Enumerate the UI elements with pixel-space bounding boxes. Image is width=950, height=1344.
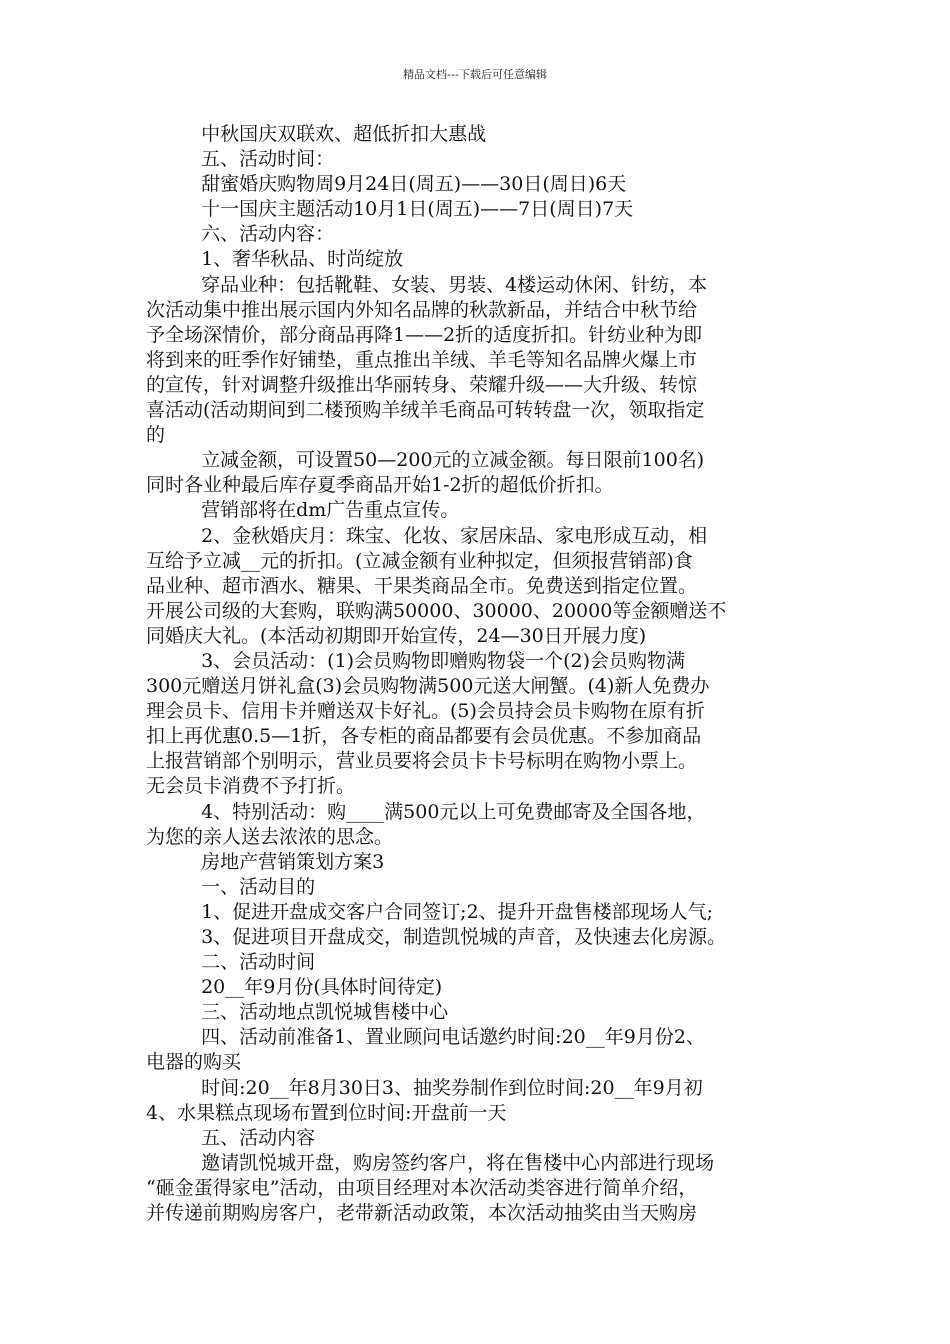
text-line: 4、水果糕点现场布置到位时间:开盘前一天 bbox=[146, 1101, 507, 1124]
text-line: 时间:20__年8月30日3、抽奖券制作到位时间:20__年9月初 bbox=[201, 1076, 703, 1099]
text-line: 立减金额，可设置50—200元的立减金额。每日限前100名) bbox=[201, 449, 705, 472]
text-line: 二、活动时间 bbox=[201, 951, 316, 974]
text-line: 营销部将在dm广告重点宣传。 bbox=[201, 499, 460, 522]
text-line: 将到来的旺季作好铺垫，重点推出羊绒、羊毛等知名品牌火爆上市 bbox=[146, 348, 698, 371]
text-line: 3、会员活动：(1)会员购物即赠购物袋一个(2)会员购物满 bbox=[201, 649, 686, 672]
text-line: 五、活动内容 bbox=[201, 1126, 316, 1149]
text-line: 六、活动内容： bbox=[201, 223, 335, 246]
text-line: 同时各业种最后库存夏季商品开始1-2折的超低价折扣。 bbox=[146, 474, 614, 497]
text-line: 1、奢华秋品、时尚绽放 bbox=[201, 248, 404, 271]
document-body bbox=[146, 122, 810, 1226]
text-line: 中秋国庆双联欢、超低折扣大惠战 bbox=[201, 123, 487, 145]
text-line: 予全场深情价，部分商品再降1——2折的适度折扣。针纺业种为即 bbox=[146, 323, 703, 346]
text-line: 无会员卡消费不予打折。 bbox=[146, 775, 356, 798]
text-line: 三、活动地点凯悦城售楼中心 bbox=[201, 1001, 449, 1024]
text-line: 为您的亲人送去浓浓的思念。 bbox=[146, 825, 394, 848]
text-line: 四、活动前准备1、置业顾问电话邀约时间:20__年9月份2、 bbox=[201, 1026, 705, 1049]
text-line: 并传递前期购房客户，老带新活动政策，本次活动抽奖由当天购房 bbox=[146, 1202, 698, 1225]
text-line: 20__年9月份(具体时间待定) bbox=[201, 976, 443, 999]
text-line: 理会员卡、信用卡并赠送双卡好礼。(5)会员持会员卡购物在原有折 bbox=[146, 700, 705, 723]
text-line: 一、活动目的 bbox=[201, 875, 316, 898]
page-header: 精品文档---下载后可任意编辑 bbox=[403, 68, 547, 81]
text-line: 开展公司级的大套购，联购满50000、30000、20000等金额赠送不 bbox=[146, 599, 727, 622]
text-line: 十一国庆主题活动10月1日(周五)——7日(周日)7天 bbox=[201, 198, 634, 221]
text-line: 2、金秋婚庆月：珠宝、化妆、家居床品、家电形成互动，相 bbox=[201, 524, 708, 547]
text-line: 穿品业种：包括靴鞋、女装、男装、4楼运动休闲、针纺，本 bbox=[201, 273, 708, 296]
text-line: 300元赠送月饼礼盒(3)会员购物满500元送大闸蟹。(4)新人免费办 bbox=[146, 675, 710, 698]
text-line: 扣上再优惠0.5—1折，各专柜的商品都要有会员优惠。不参加商品 bbox=[146, 725, 702, 748]
text-line: 房地产营销策划方案3 bbox=[201, 850, 385, 873]
text-line: 同婚庆大礼。(本活动初期即开始宣传，24—30日开展力度) bbox=[146, 624, 647, 647]
text-line: 品业种、超市酒水、糖果、干果类商品全市。免费送到指定位置。 bbox=[146, 574, 698, 597]
text-line: “砸金蛋得家电”活动，由项目经理对本次活动类容进行简单介绍， bbox=[146, 1176, 698, 1199]
text-line: 邀请凯悦城开盘，购房签约客户，将在售楼中心内部进行现场 bbox=[201, 1151, 715, 1174]
text-line: 上报营销部个别明示，营业员要将会员卡卡号标明在购物小票上。 bbox=[146, 750, 698, 773]
text-line: 互给予立减__元的折扣。(立减金额有业种拟定，但须报营销部)食 bbox=[146, 549, 693, 572]
text-line: 1、促进开盘成交客户合同签订;2、提升开盘售楼部现场人气; bbox=[201, 900, 714, 923]
text-line: 的宣传，针对调整升级推出华丽转身、荣耀升级——大升级、转惊 bbox=[146, 373, 698, 396]
text-line: 4、特别活动：购____满500元以上可免费邮寄及全国各地， bbox=[201, 800, 706, 823]
text-line: 喜活动(活动期间到二楼预购羊绒羊毛商品可转转盘一次，领取指定 bbox=[146, 399, 705, 422]
text-line: 电器的购买 bbox=[146, 1051, 242, 1074]
text-line: 次活动集中推出展示国内外知名品牌的秋款新品，并结合中秋节给 bbox=[146, 298, 698, 321]
text-line: 3、促进项目开盘成交，制造凯悦城的声音，及快速去化房源。 bbox=[201, 926, 727, 948]
text-line: 甜蜜婚庆购物周9月24日(周五)——30日(周日)6天 bbox=[201, 173, 627, 196]
text-line: 的 bbox=[146, 424, 166, 447]
text-line: 五、活动时间： bbox=[201, 148, 335, 171]
